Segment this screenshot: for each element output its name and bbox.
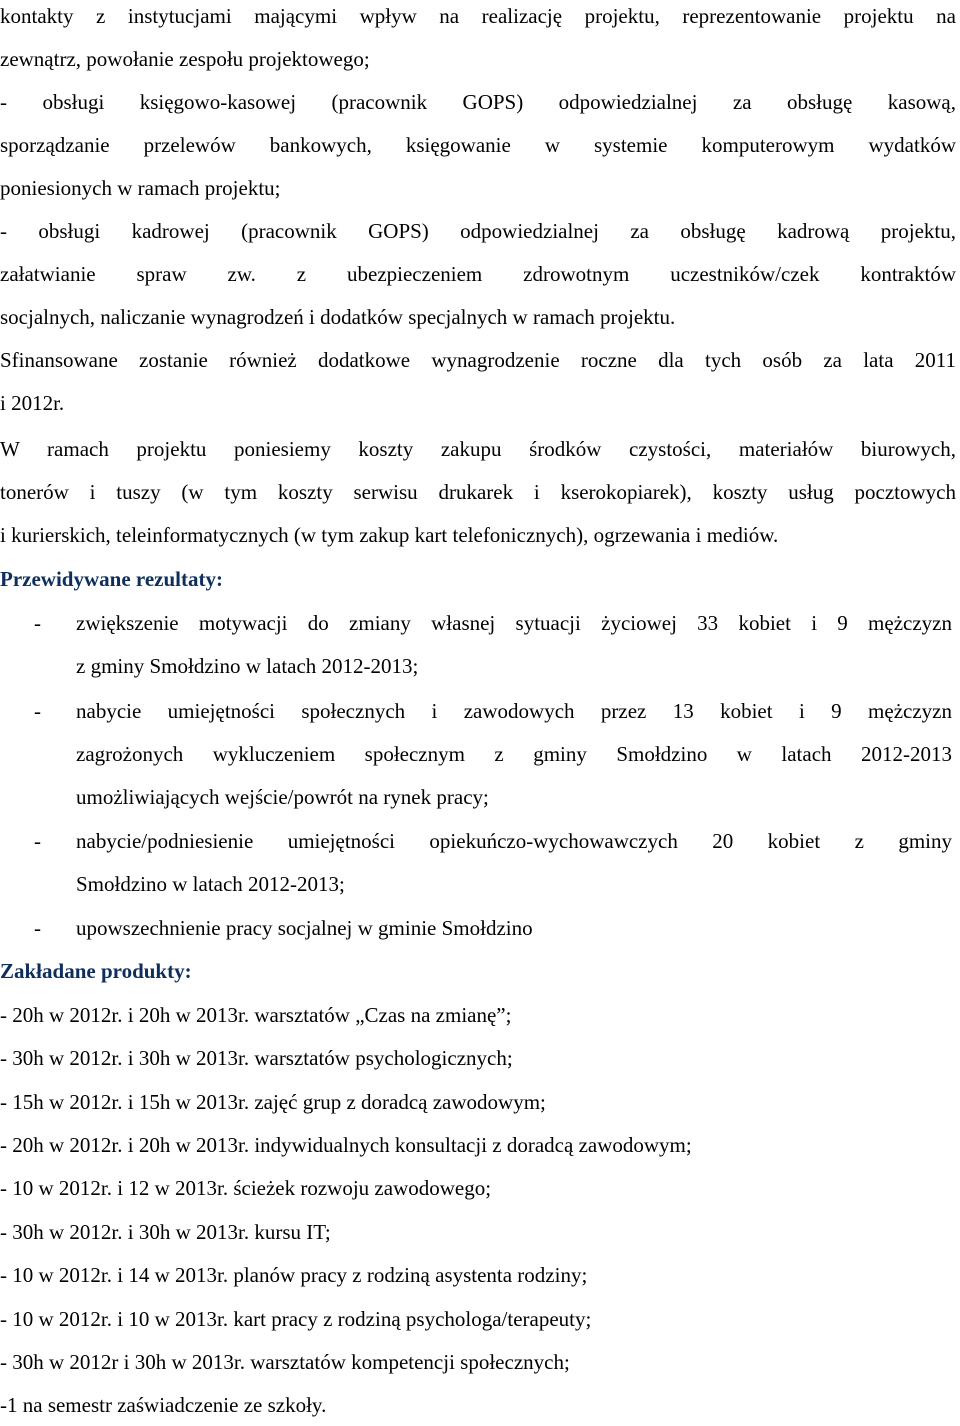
- product-item: - 15h w 2012r. i 15h w 2013r. zajęć grup z doradcą zawodowym;: [0, 1090, 546, 1114]
- intro-line: Sfinansowane zostanie również dodatkowe wynagrodzenie roczne dla tych osób za lata 2011: [0, 348, 956, 372]
- product-item: - 30h w 2012r. i 30h w 2013r. kursu IT;: [0, 1220, 331, 1244]
- results-item-text: upowszechnienie pracy socjalnej w gminie Smołdzino: [76, 916, 533, 940]
- results-item-text: nabycie umiejętności społecznych i zawodowych przez 13 kobiet i 9 mężczyzn: [76, 699, 952, 723]
- product-item: - 20h w 2012r. i 20h w 2013r. indywidualnych konsultacji z doradcą zawodowym;: [0, 1133, 692, 1157]
- results-item-text: nabycie/podniesienie umiejętności opiekuńczo-wychowawczych 20 kobiet z gminy: [76, 829, 952, 853]
- intro-line: i 2012r.: [0, 391, 65, 415]
- product-item: - 10 w 2012r. i 14 w 2013r. planów pracy z rodziną asystenta rodziny;: [0, 1263, 588, 1287]
- intro-line: poniesionych w ramach projektu;: [0, 176, 281, 200]
- products-heading: Zakładane produkty:: [0, 959, 192, 983]
- intro-line: kontakty z instytucjami mającymi wpływ na realizację projektu, reprezentowanie projektu na: [0, 4, 956, 28]
- results-item-text: umożliwiających wejście/powrót na rynek pracy;: [76, 785, 489, 809]
- product-item: - 20h w 2012r. i 20h w 2013r. warsztatów „Czas na zmianę”;: [0, 1003, 512, 1027]
- intro-line: sporządzanie przelewów bankowych, księgowanie w systemie komputerowym wydatków: [0, 133, 956, 157]
- product-item: -1 na semestr zaświadczenie ze szkoły.: [0, 1393, 327, 1417]
- bullet-dash: -: [34, 699, 41, 723]
- product-item: - 10 w 2012r. i 12 w 2013r. ścieżek rozwoju zawodowego;: [0, 1176, 492, 1200]
- intro-line: tonerów i tuszy (w tym koszty serwisu drukarek i kserokopiarek), koszty usług pocztowych: [0, 480, 956, 504]
- bullet-dash: -: [34, 916, 41, 940]
- intro-line: i kurierskich, teleinformatycznych (w tym zakup kart telefonicznych), ogrzewania i mediów.: [0, 523, 779, 547]
- product-item: - 30h w 2012r. i 30h w 2013r. warsztatów psychologicznych;: [0, 1046, 513, 1070]
- results-item-text: zagrożonych wykluczeniem społecznym z gminy Smołdzino w latach 2012-2013: [76, 742, 952, 766]
- intro-line: socjalnych, naliczanie wynagrodzeń i dodatków specjalnych w ramach projektu.: [0, 305, 676, 329]
- intro-line: zewnątrz, powołanie zespołu projektowego;: [0, 47, 370, 71]
- product-item: - 30h w 2012r i 30h w 2013r. warsztatów kompetencji społecznych;: [0, 1350, 570, 1374]
- results-heading: Przewidywane rezultaty:: [0, 567, 223, 591]
- results-item-text: zwiększenie motywacji do zmiany własnej sytuacji życiowej 33 kobiet i 9 mężczyzn: [76, 611, 952, 635]
- intro-line: W ramach projektu poniesiemy koszty zakupu środków czystości, materiałów biurowych,: [0, 437, 956, 461]
- product-item: - 10 w 2012r. i 10 w 2013r. kart pracy z rodziną psychologa/terapeuty;: [0, 1307, 592, 1331]
- bullet-dash: -: [34, 611, 41, 635]
- results-item-text: z gminy Smołdzino w latach 2012-2013;: [76, 654, 419, 678]
- intro-line: - obsługi księgowo-kasowej (pracownik GOPS) odpowiedzialnej za obsługę kasową,: [0, 90, 956, 114]
- results-item-text: Smołdzino w latach 2012-2013;: [76, 872, 345, 896]
- intro-line: - obsługi kadrowej (pracownik GOPS) odpowiedzialnej za obsługę kadrową projektu,: [0, 219, 956, 243]
- intro-line: załatwianie spraw zw. z ubezpieczeniem zdrowotnym uczestników/czek kontraktów: [0, 262, 956, 286]
- bullet-dash: -: [34, 829, 41, 853]
